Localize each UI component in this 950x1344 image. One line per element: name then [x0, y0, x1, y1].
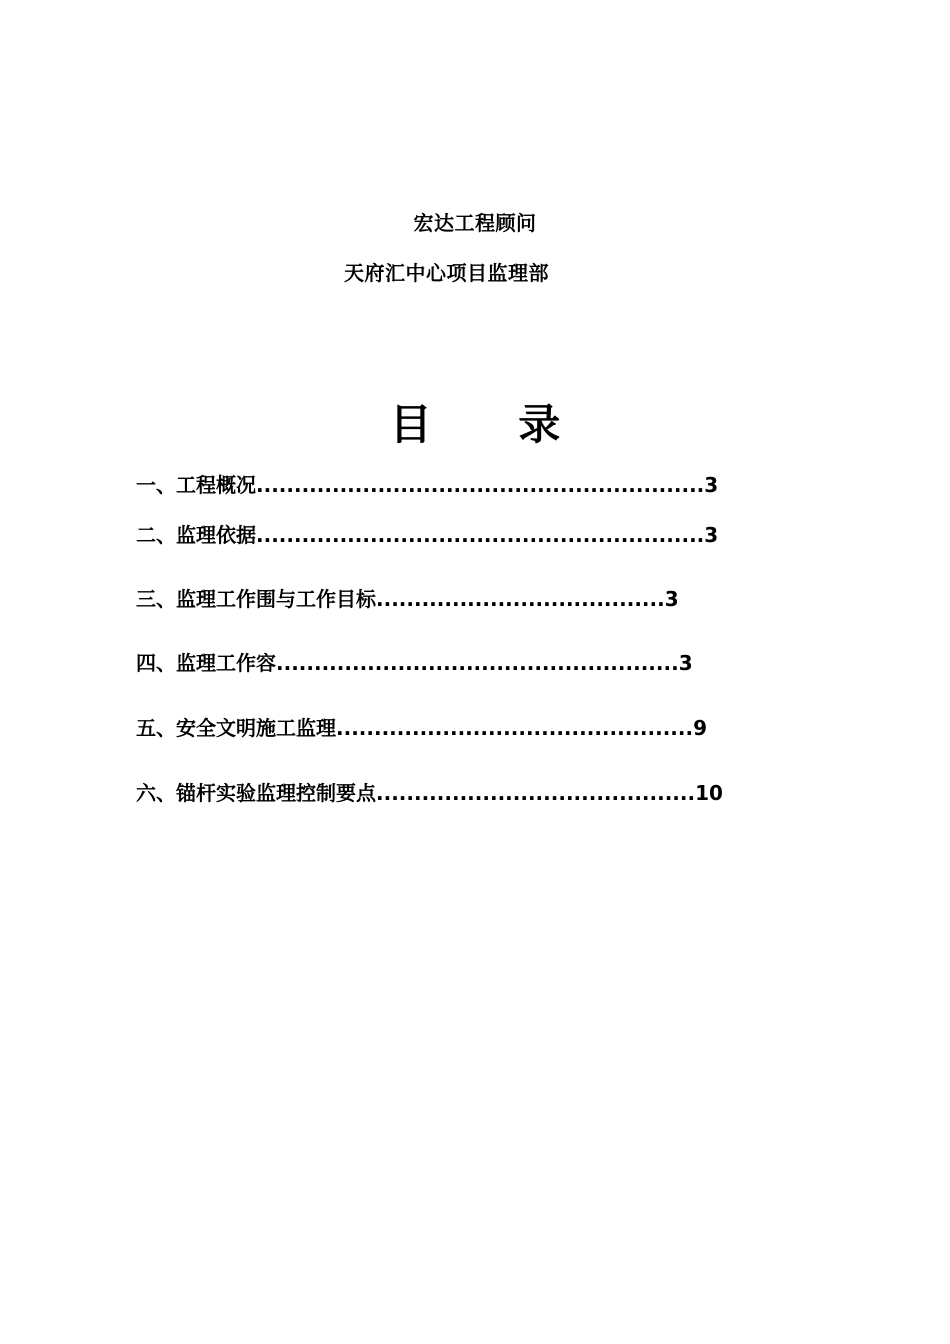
toc-entry-label: 五、安全文明施工监理 — [136, 716, 336, 740]
toc-title: 目 录 — [389, 400, 597, 449]
toc-entry[interactable] — [136, 521, 718, 549]
toc-entry-page: 3 — [678, 651, 693, 675]
toc-entry[interactable] — [136, 471, 718, 499]
toc-entry-leader: ........................................................... — [256, 473, 705, 497]
toc-entry[interactable] — [136, 585, 679, 613]
toc-entry-label: 一、工程概况 — [136, 473, 256, 497]
toc-entry-label: 四、监理工作容 — [136, 651, 276, 675]
toc-entry-page: 3 — [704, 473, 719, 497]
toc-entry[interactable] — [136, 779, 723, 807]
toc-entry-page: 9 — [693, 716, 708, 740]
toc-entry-page: 3 — [704, 523, 719, 547]
toc-entry-leader: ............................................... — [336, 716, 694, 740]
company-name: 宏达工程顾问 — [413, 211, 537, 235]
toc-entry-label: 六、锚杆实验监理控制要点 — [136, 781, 376, 805]
toc-entry[interactable] — [136, 649, 693, 677]
toc-entry-leader: ..................................................... — [276, 651, 679, 675]
toc-entry-leader: .......................................... — [376, 781, 696, 805]
project-department: 天府汇中心项目监理部 — [344, 261, 549, 285]
toc-entry-page: 3 — [664, 587, 679, 611]
toc-entry-leader: ...................................... — [376, 587, 665, 611]
toc-entry-label: 三、监理工作围与工作目标 — [136, 587, 376, 611]
toc-entry-label: 二、监理依据 — [136, 523, 256, 547]
toc-entry-leader: ........................................................... — [256, 523, 705, 547]
toc-entry-page: 10 — [695, 781, 723, 805]
toc-entry[interactable] — [136, 714, 707, 742]
